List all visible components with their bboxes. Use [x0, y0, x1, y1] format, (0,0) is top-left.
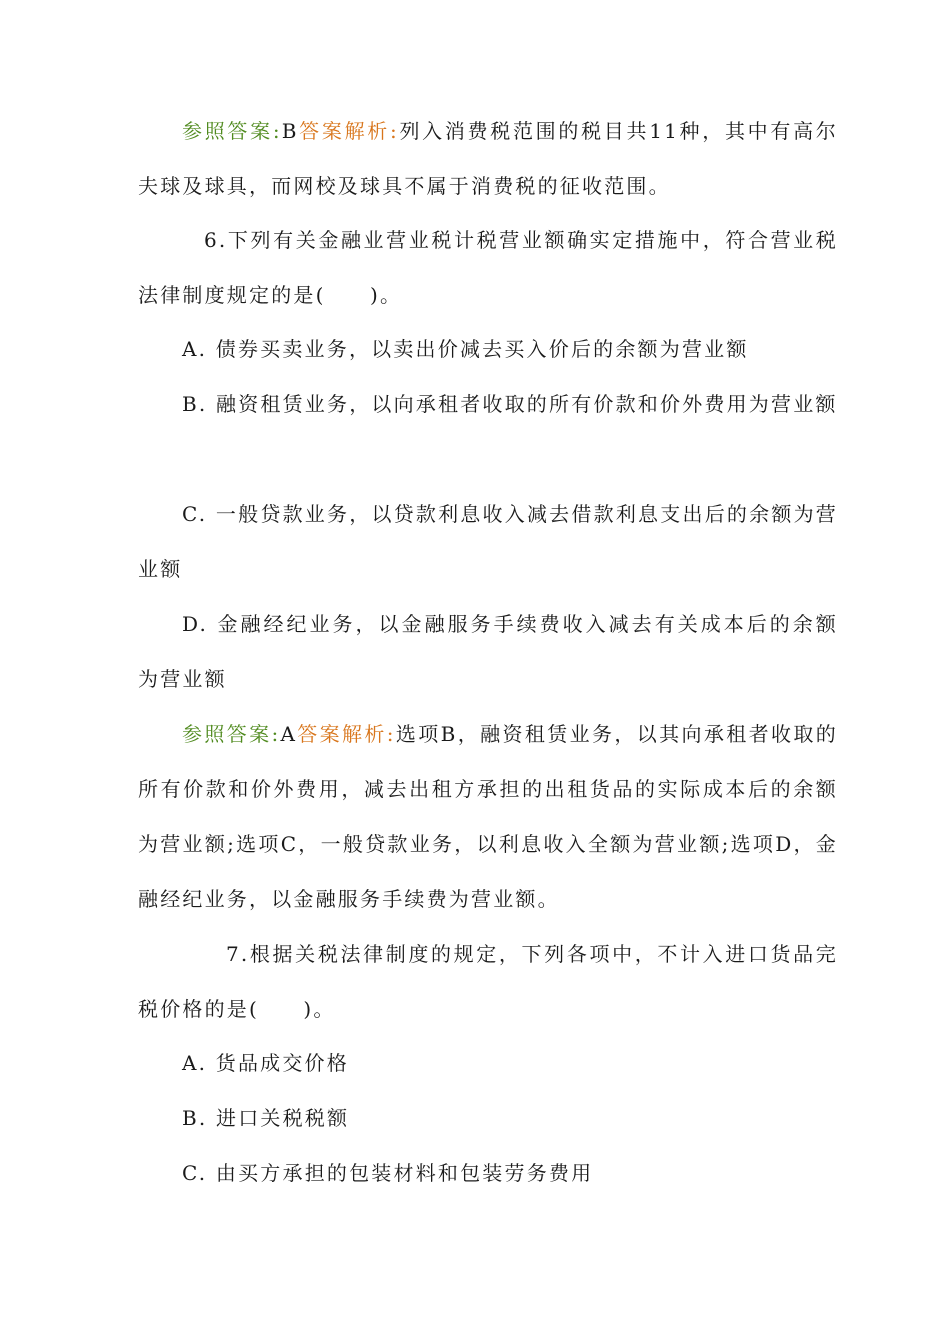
q6-option-b: B. 融资租赁业务，以向承租者收取的所有价款和价外费用为营业额 [182, 392, 838, 416]
q7-stem: 7.根据关税法律制度的规定，下列各项中，不计入进口货品完税价格的是( )。 [138, 942, 838, 1021]
q7-option-c: C. 由买方承担的包装材料和包装劳务费用 [182, 1161, 594, 1185]
answer-value: A [280, 722, 298, 746]
q6-option-c: C. 一般贷款业务，以贷款利息收入减去借款利息支出后的余额为营业额 [138, 502, 838, 581]
q6-option-d: D. 金融经纪业务，以金融服务手续费收入减去有关成本后的余额为营业额 [138, 612, 838, 691]
q6-stem: 6.下列有关金融业营业税计税营业额确实定措施中，符合营业税法律制度规定的是( )。 [138, 228, 838, 307]
answer-label: 参照答案: [182, 722, 281, 746]
q5-answer-paragraph [138, 104, 838, 214]
q6-answer-paragraph [138, 707, 838, 927]
analysis-label: 答案解析: [297, 722, 396, 746]
q6-option-a: A. 债券买卖业务，以卖出价减去买入价后的余额为营业额 [182, 337, 749, 361]
analysis-label: 答案解析: [298, 119, 399, 143]
q7-option-a: A. 货品成交价格 [182, 1051, 349, 1075]
analysis-text: 选项B，融资租赁业务，以其向承租者收取的所有价款和价外费用，减去出租方承担的出租货品的实际成本后的余额为营业额;选项C，一般贷款业务，以利息收入全额为营业额;选项D，金融经纪业务，以金融服务手续费为营业额。 [138, 722, 838, 911]
q7-option-b: B. 进口关税税额 [182, 1106, 350, 1130]
analysis-text: 列入消费税范围的税目共11种，其中有高尔夫球及球具，而网校及球具不属于消费税的征收范围。 [138, 119, 838, 198]
answer-value: B [281, 119, 299, 143]
answer-label: 参照答案: [182, 119, 282, 143]
